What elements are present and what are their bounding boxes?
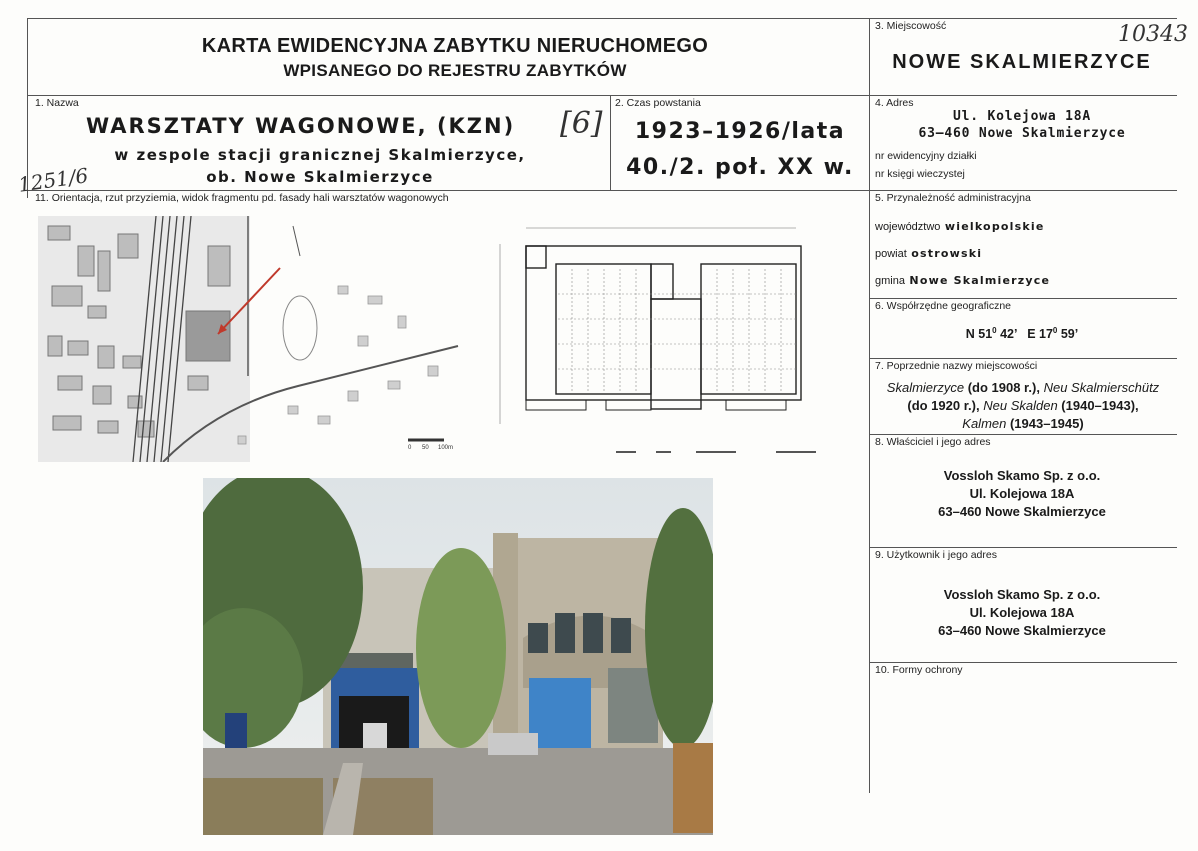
old-date-3: (1940–1943), [1057,398,1139,413]
commune-value: Nowe Skalmierzyce [909,274,1051,287]
card-title-line2: WPISANEGO DO REJESTRU ZABYTKÓW [283,61,627,80]
right-line-8 [869,547,1177,548]
commune-row [875,271,1050,289]
monument-name: WARSZTATY WAGONOWE, (KZN) [86,114,516,138]
voivodeship-row [875,217,1045,235]
field2-label: 2. Czas powstania [615,97,701,109]
right-line-5 [869,298,1177,299]
voivodeship-label: województwo [875,221,941,233]
handwritten-number-top: 10343 [1118,22,1188,47]
scale-0: 0 [408,445,412,451]
date-line2: 40./2. poł. XX w. [626,155,854,180]
lon-degree: 0 [1052,326,1058,335]
county-row [875,244,982,262]
ground-floor-plan [496,224,826,456]
lat-minutes: 42’ [996,327,1017,342]
lat-prefix: N 51 [965,327,993,342]
address-city: 63–460 Nowe Skalmierzyce [918,126,1126,141]
previous-names-line3 [870,415,1176,433]
monument-locality: ob. Nowe Skalmierzyce [206,168,434,186]
field11-label: 11. Orientacja, rzut przyziemia, widok fragmentu pd. fasady hali warsztatów wagonowych [35,192,449,204]
field9-label: 9. Użytkownik i jego adres [875,549,997,561]
top-border [27,18,1177,19]
old-date-4: (1943–1945) [1006,416,1084,431]
old-date-1: (do 1908 r.), [964,380,1044,395]
scale-100: 100m [438,445,454,451]
place-name: NOWE SKALMIERZYCE [892,51,1152,73]
date-line1: 1923–1926/lata [634,119,846,144]
user-line3: 63–460 Nowe Skalmierzyce [938,623,1106,638]
owner-line2: Ul. Kolejowa 18A [969,486,1075,501]
field5-label: 5. Przynależność administracyjna [875,192,1031,204]
header-bottom-line [27,95,1177,96]
handwritten-margin-number: 1251/6 [16,163,90,197]
old-name-2: Neu Skalmierschütz [1043,380,1160,395]
field6-label: 6. Współrzędne geograficzne [875,300,1011,312]
coordinates [872,326,1172,341]
date-column-divider [610,95,611,190]
land-register-label: nr księgi wieczystej [875,168,965,180]
old-name-3: Neu Skalden [983,398,1058,413]
field1-label: 1. Nazwa [35,97,79,109]
plot-number-label: nr ewidencyjny działki [875,150,977,162]
lat-degree: 0 [992,326,997,335]
old-date-2: (do 1920 r.), [907,398,984,413]
lon-prefix: E 17 [1027,327,1053,342]
previous-names [870,379,1176,433]
field10-label: 10. Formy ochrony [875,664,963,676]
old-name-4: Kalmen [962,416,1007,431]
lon-minutes: 59’ [1057,327,1079,342]
orientation-map [38,216,463,462]
field7-label: 7. Poprzednie nazwy miejscowości [875,360,1038,372]
right-line-9 [869,662,1177,663]
card-title-line1: KARTA EWIDENCYJNA ZABYTKU NIERUCHOMEGO [201,35,709,57]
owner-address [872,467,1172,521]
user-line2: Ul. Kolejowa 18A [969,605,1075,620]
monument-complex: w zespole stacji granicznej Skalmierzyce, [114,146,526,164]
owner-line3: 63–460 Nowe Skalmierzyce [938,504,1106,519]
scale-50: 50 [422,445,429,451]
user-address [872,586,1172,640]
field3-label: 3. Miejscowość [875,20,947,32]
address-street: Ul. Kolejowa 18A [952,109,1092,124]
facade-photo [203,478,713,835]
right-line-6 [869,358,1177,359]
field4-label: 4. Adres [875,97,914,109]
owner-line1: Vossloh Skamo Sp. z o.o. [943,468,1101,483]
commune-label: gmina [875,275,905,287]
old-name-1: Skalmierzyce [886,380,965,395]
right-line-7 [869,434,1177,435]
voivodeship-value: wielkopolskie [944,220,1045,233]
name-bottom-line [27,190,1177,191]
handwritten-bracket: [6] [560,106,603,141]
user-line1: Vossloh Skamo Sp. z o.o. [943,587,1101,602]
field8-label: 8. Właściciel i jego adres [875,436,991,448]
previous-names-line2 [870,397,1176,415]
county-label: powiat [875,248,907,260]
previous-names-line1 [870,379,1176,397]
county-value: ostrowski [911,247,983,260]
